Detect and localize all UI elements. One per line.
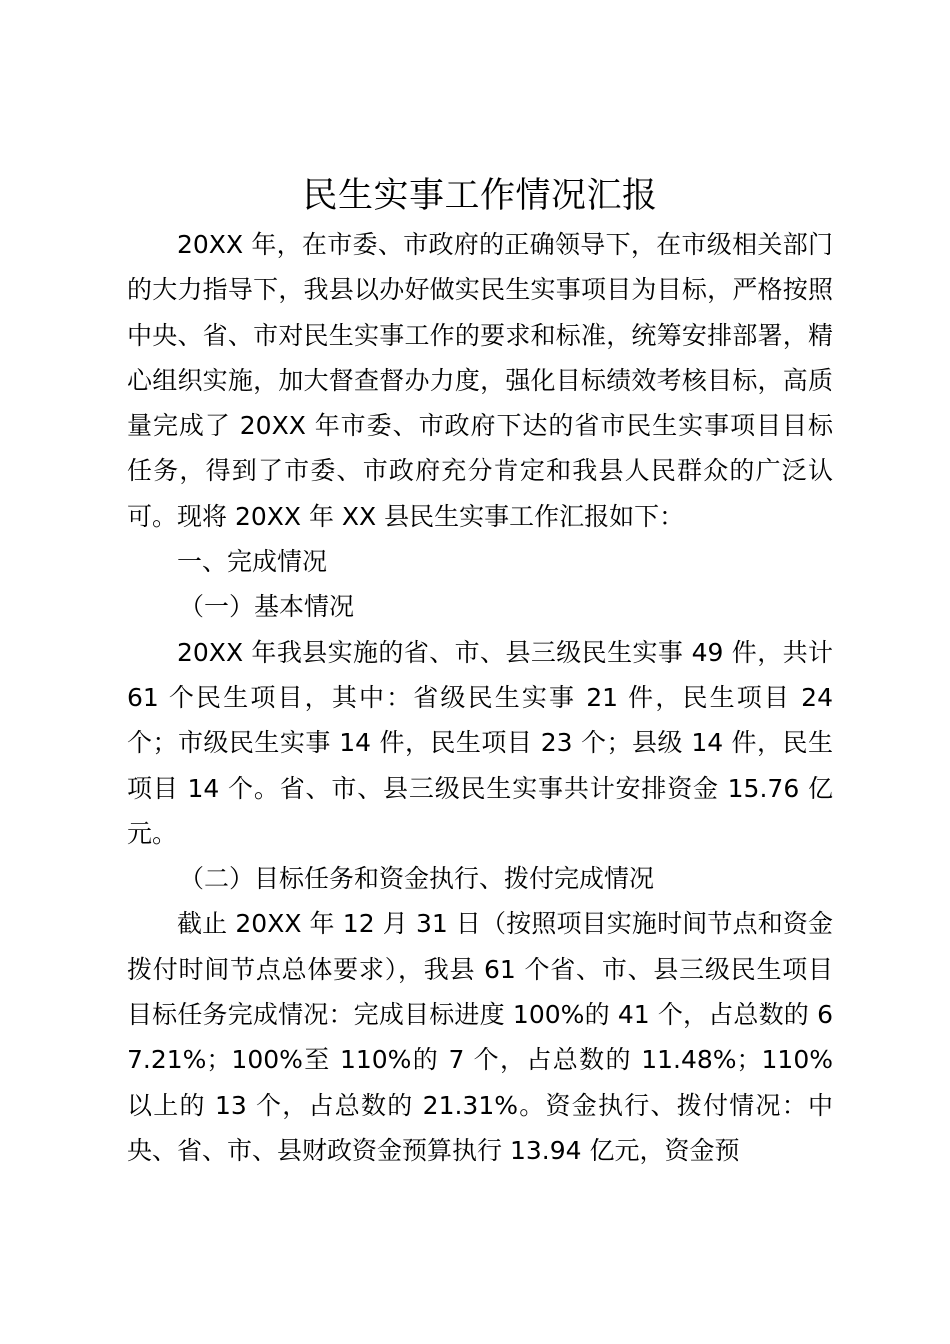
basic-situation-paragraph: 20XX 年我县实施的省、市、县三级民生实事 49 件，共计 61 个民生项目，其中：省级民生实事 21 件，民生项目 24 个；市级民生实事 14 件，民生项目 23 个；县级 14 件，民生项目 14 个。省、市、县三级民生实事共计安排资金 15.76 亿元。 (127, 637, 833, 848)
section-heading-completion: 一、完成情况 (177, 547, 328, 577)
subsection-heading-targets-funds: （二）目标任务和资金执行、拨付完成情况 (179, 864, 655, 894)
targets-funds-paragraph: 截止 20XX 年 12 月 31 日（按照项目实施时间节点和资金拨付时间节点总体要求），我县 61 个省、市、县三级民生项目目标任务完成情况：完成目标进度 100%的 41 个，占总数的 67.21%；100%至 110%的 7 个，占总数的 11.48%；110%以上的 13 个，占总数的 21.31%。资金执行、拨付情况：中央、省、市、县财政资金预算执行 13.94 亿元，资金预 (127, 909, 833, 1165)
subsection-heading-basic: （一）基本情况 (179, 592, 355, 622)
intro-paragraph: 20XX 年，在市委、市政府的正确领导下，在市级相关部门的大力指导下，我县以办好做实民生实事项目为目标，严格按照中央、省、市对民生实事工作的要求和标准，统筹安排部署，精心组织实施，加大督查督办力度，强化目标绩效考核目标，高质量完成了 20XX 年市委、市政府下达的省市民生实事项目目标任务，得到了市委、市政府充分肯定和我县人民群众的广泛认可。现将 20XX 年 XX 县民生实事工作汇报如下： (127, 230, 833, 531)
document-title: 民生实事工作情况汇报 (302, 176, 658, 216)
document-body (127, 222, 833, 1173)
